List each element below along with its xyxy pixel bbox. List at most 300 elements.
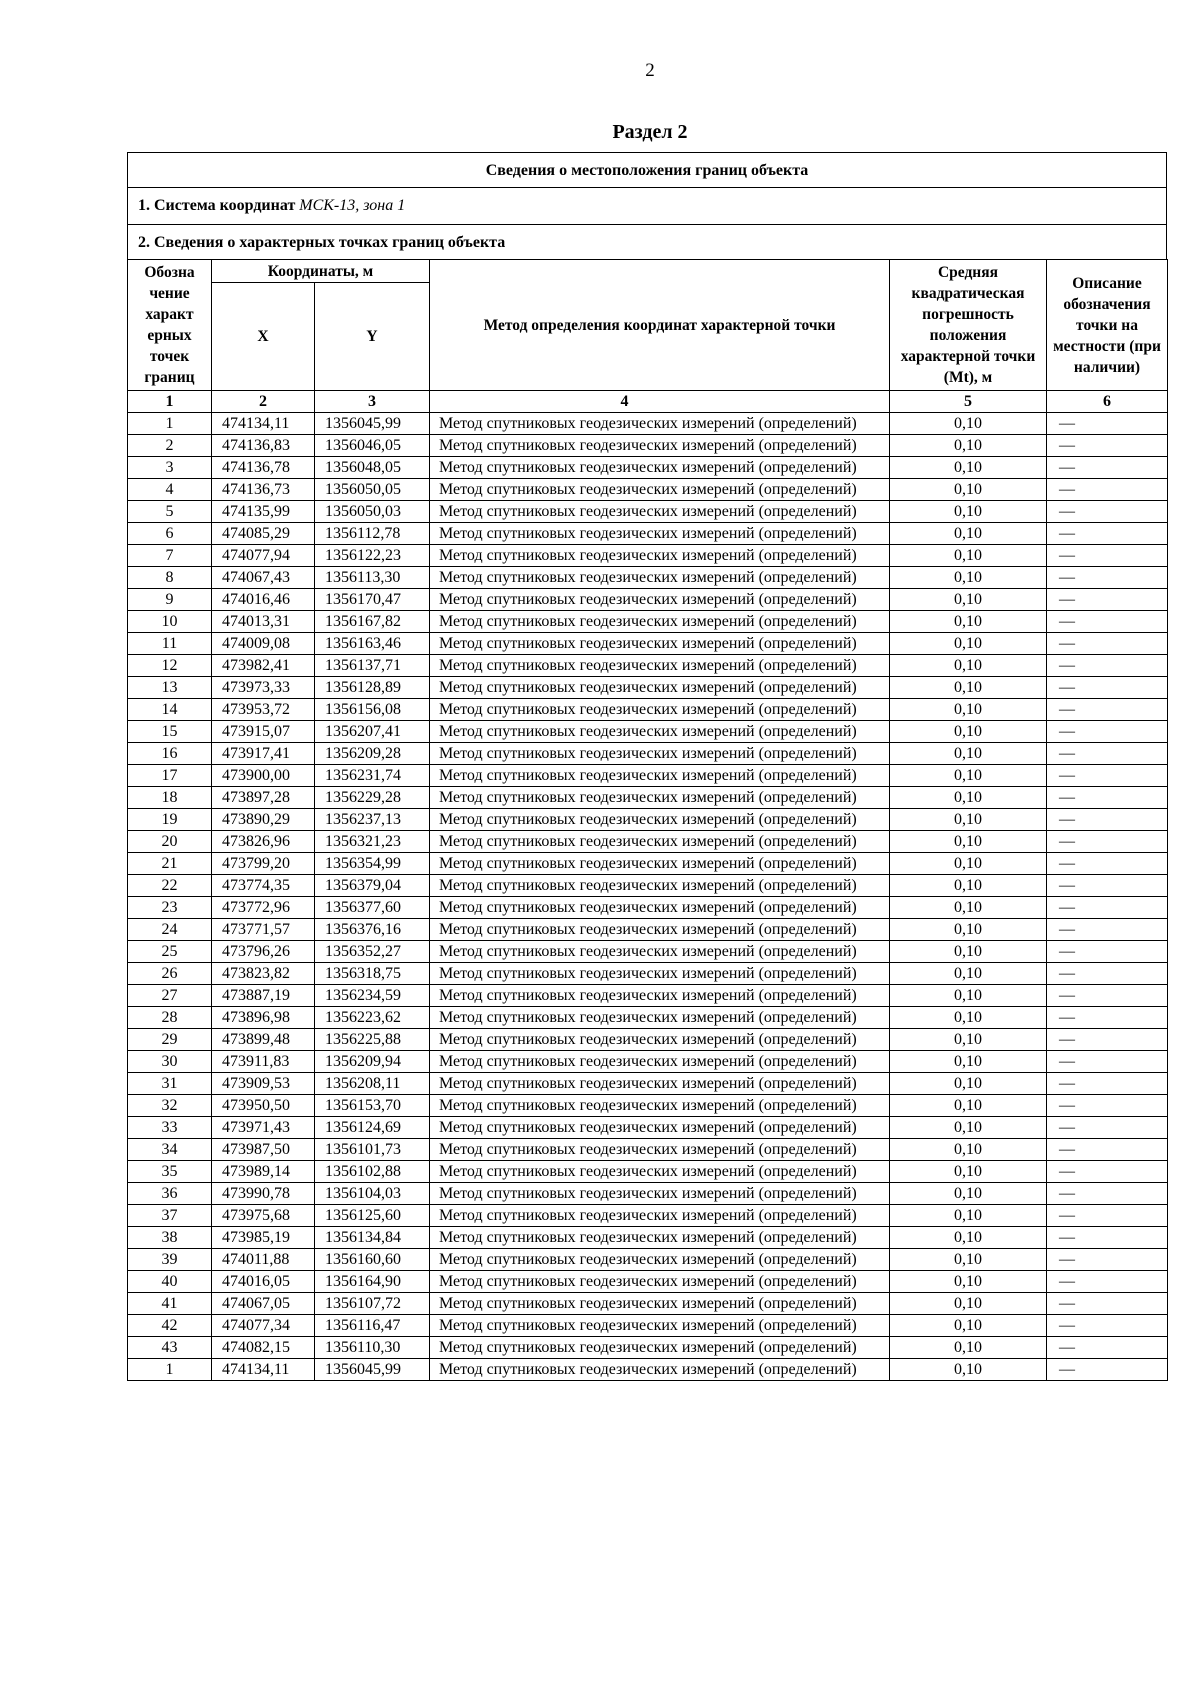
y-coordinate-cell: 1356153,70 bbox=[315, 1095, 430, 1117]
description-cell: — bbox=[1047, 523, 1168, 545]
y-coordinate-cell: 1356102,88 bbox=[315, 1161, 430, 1183]
table-row bbox=[128, 699, 1168, 721]
description-cell: — bbox=[1047, 765, 1168, 787]
error-cell: 0,10 bbox=[890, 765, 1047, 787]
x-coordinate-cell: 473890,29 bbox=[212, 809, 315, 831]
column-index: 1 bbox=[128, 391, 212, 413]
table-row bbox=[128, 501, 1168, 523]
block-title: Сведения о местоположения границ объекта bbox=[127, 152, 1167, 187]
table-row bbox=[128, 963, 1168, 985]
x-coordinate-cell: 474136,83 bbox=[212, 435, 315, 457]
description-cell: — bbox=[1047, 1117, 1168, 1139]
table-row bbox=[128, 809, 1168, 831]
x-coordinate-cell: 473987,50 bbox=[212, 1139, 315, 1161]
y-coordinate-cell: 1356046,05 bbox=[315, 435, 430, 457]
x-coordinate-cell: 474067,43 bbox=[212, 567, 315, 589]
x-coordinate-cell: 473887,19 bbox=[212, 985, 315, 1007]
method-cell: Метод спутниковых геодезических измерений (определений) bbox=[430, 1161, 890, 1183]
y-coordinate-cell: 1356229,28 bbox=[315, 787, 430, 809]
points-title: 2. Сведения о характерных точках границ объекта bbox=[138, 234, 506, 251]
y-coordinate-cell: 1356234,59 bbox=[315, 985, 430, 1007]
description-cell: — bbox=[1047, 1293, 1168, 1315]
method-cell: Метод спутниковых геодезических измерений (определений) bbox=[430, 699, 890, 721]
y-coordinate-cell: 1356223,62 bbox=[315, 1007, 430, 1029]
x-coordinate-cell: 473985,19 bbox=[212, 1227, 315, 1249]
error-cell: 0,10 bbox=[890, 831, 1047, 853]
header-x: X bbox=[212, 283, 315, 391]
error-cell: 0,10 bbox=[890, 1315, 1047, 1337]
point-id-cell: 10 bbox=[128, 611, 212, 633]
y-coordinate-cell: 1356318,75 bbox=[315, 963, 430, 985]
x-coordinate-cell: 473796,26 bbox=[212, 941, 315, 963]
method-cell: Метод спутниковых геодезических измерений (определений) bbox=[430, 633, 890, 655]
point-id-cell: 23 bbox=[128, 897, 212, 919]
error-cell: 0,10 bbox=[890, 721, 1047, 743]
description-cell: — bbox=[1047, 743, 1168, 765]
point-id-cell: 39 bbox=[128, 1249, 212, 1271]
description-cell: — bbox=[1047, 919, 1168, 941]
table-row bbox=[128, 1161, 1168, 1183]
x-coordinate-cell: 474134,11 bbox=[212, 413, 315, 435]
method-cell: Метод спутниковых геодезических измерений (определений) bbox=[430, 875, 890, 897]
x-coordinate-cell: 473989,14 bbox=[212, 1161, 315, 1183]
point-id-cell: 7 bbox=[128, 545, 212, 567]
column-index: 3 bbox=[315, 391, 430, 413]
point-id-cell: 19 bbox=[128, 809, 212, 831]
x-coordinate-cell: 473982,41 bbox=[212, 655, 315, 677]
x-coordinate-cell: 474016,05 bbox=[212, 1271, 315, 1293]
table-row bbox=[128, 1139, 1168, 1161]
method-cell: Метод спутниковых геодезических измерений (определений) bbox=[430, 963, 890, 985]
coordinate-system-value: МСК-13, зона 1 bbox=[299, 197, 406, 214]
x-coordinate-cell: 474077,34 bbox=[212, 1315, 315, 1337]
y-coordinate-cell: 1356379,04 bbox=[315, 875, 430, 897]
description-cell: — bbox=[1047, 677, 1168, 699]
point-id-cell: 32 bbox=[128, 1095, 212, 1117]
table-row bbox=[128, 523, 1168, 545]
y-coordinate-cell: 1356207,41 bbox=[315, 721, 430, 743]
column-index-row bbox=[128, 391, 1168, 413]
table-row bbox=[128, 1095, 1168, 1117]
x-coordinate-cell: 474136,78 bbox=[212, 457, 315, 479]
error-cell: 0,10 bbox=[890, 457, 1047, 479]
method-cell: Метод спутниковых геодезических измерений (определений) bbox=[430, 435, 890, 457]
x-coordinate-cell: 474016,46 bbox=[212, 589, 315, 611]
y-coordinate-cell: 1356112,78 bbox=[315, 523, 430, 545]
error-cell: 0,10 bbox=[890, 1227, 1047, 1249]
table-row bbox=[128, 831, 1168, 853]
point-id-cell: 26 bbox=[128, 963, 212, 985]
y-coordinate-cell: 1356352,27 bbox=[315, 941, 430, 963]
error-cell: 0,10 bbox=[890, 963, 1047, 985]
description-cell: — bbox=[1047, 1359, 1168, 1381]
y-coordinate-cell: 1356116,47 bbox=[315, 1315, 430, 1337]
table-row bbox=[128, 1293, 1168, 1315]
method-cell: Метод спутниковых геодезических измерений (определений) bbox=[430, 457, 890, 479]
table-row bbox=[128, 1205, 1168, 1227]
method-cell: Метод спутниковых геодезических измерений (определений) bbox=[430, 743, 890, 765]
method-cell: Метод спутниковых геодезических измерений (определений) bbox=[430, 1051, 890, 1073]
y-coordinate-cell: 1356231,74 bbox=[315, 765, 430, 787]
y-coordinate-cell: 1356110,30 bbox=[315, 1337, 430, 1359]
y-coordinate-cell: 1356122,23 bbox=[315, 545, 430, 567]
method-cell: Метод спутниковых геодезических измерений (определений) bbox=[430, 545, 890, 567]
point-id-cell: 15 bbox=[128, 721, 212, 743]
table-row bbox=[128, 457, 1168, 479]
point-id-cell: 42 bbox=[128, 1315, 212, 1337]
point-id-cell: 38 bbox=[128, 1227, 212, 1249]
table-row bbox=[128, 1249, 1168, 1271]
description-cell: — bbox=[1047, 1205, 1168, 1227]
header-method: Метод определения координат характерной точки bbox=[430, 260, 890, 391]
description-cell: — bbox=[1047, 1249, 1168, 1271]
x-coordinate-cell: 473900,00 bbox=[212, 765, 315, 787]
x-coordinate-cell: 473897,28 bbox=[212, 787, 315, 809]
error-cell: 0,10 bbox=[890, 1293, 1047, 1315]
point-id-cell: 11 bbox=[128, 633, 212, 655]
error-cell: 0,10 bbox=[890, 1161, 1047, 1183]
description-cell: — bbox=[1047, 1161, 1168, 1183]
table-row bbox=[128, 743, 1168, 765]
method-cell: Метод спутниковых геодезических измерений (определений) bbox=[430, 677, 890, 699]
y-coordinate-cell: 1356321,23 bbox=[315, 831, 430, 853]
error-cell: 0,10 bbox=[890, 919, 1047, 941]
description-cell: — bbox=[1047, 941, 1168, 963]
description-cell: — bbox=[1047, 809, 1168, 831]
method-cell: Метод спутниковых геодезических измерений (определений) bbox=[430, 523, 890, 545]
x-coordinate-cell: 474136,73 bbox=[212, 479, 315, 501]
error-cell: 0,10 bbox=[890, 1007, 1047, 1029]
error-cell: 0,10 bbox=[890, 1183, 1047, 1205]
table-row bbox=[128, 545, 1168, 567]
y-coordinate-cell: 1356104,03 bbox=[315, 1183, 430, 1205]
x-coordinate-cell: 473917,41 bbox=[212, 743, 315, 765]
point-id-cell: 34 bbox=[128, 1139, 212, 1161]
y-coordinate-cell: 1356209,94 bbox=[315, 1051, 430, 1073]
y-coordinate-cell: 1356170,47 bbox=[315, 589, 430, 611]
description-cell: — bbox=[1047, 1007, 1168, 1029]
point-id-cell: 2 bbox=[128, 435, 212, 457]
x-coordinate-cell: 473899,48 bbox=[212, 1029, 315, 1051]
coordinate-system-row bbox=[127, 187, 1167, 222]
error-cell: 0,10 bbox=[890, 853, 1047, 875]
description-cell: — bbox=[1047, 413, 1168, 435]
description-cell: — bbox=[1047, 501, 1168, 523]
method-cell: Метод спутниковых геодезических измерений (определений) bbox=[430, 1227, 890, 1249]
table-row bbox=[128, 1271, 1168, 1293]
table-row bbox=[128, 677, 1168, 699]
table-row bbox=[128, 897, 1168, 919]
point-id-cell: 24 bbox=[128, 919, 212, 941]
section-title: Раздел 2 bbox=[612, 121, 688, 143]
x-coordinate-cell: 473973,33 bbox=[212, 677, 315, 699]
error-cell: 0,10 bbox=[890, 1337, 1047, 1359]
y-coordinate-cell: 1356050,05 bbox=[315, 479, 430, 501]
method-cell: Метод спутниковых геодезических измерений (определений) bbox=[430, 1271, 890, 1293]
method-cell: Метод спутниковых геодезических измерений (определений) bbox=[430, 721, 890, 743]
table-row bbox=[128, 655, 1168, 677]
error-cell: 0,10 bbox=[890, 787, 1047, 809]
error-cell: 0,10 bbox=[890, 941, 1047, 963]
y-coordinate-cell: 1356134,84 bbox=[315, 1227, 430, 1249]
y-coordinate-cell: 1356354,99 bbox=[315, 853, 430, 875]
point-id-cell: 22 bbox=[128, 875, 212, 897]
description-cell: — bbox=[1047, 897, 1168, 919]
table-row bbox=[128, 435, 1168, 457]
y-coordinate-cell: 1356124,69 bbox=[315, 1117, 430, 1139]
method-cell: Метод спутниковых геодезических измерений (определений) bbox=[430, 1117, 890, 1139]
description-cell: — bbox=[1047, 1337, 1168, 1359]
table-row bbox=[128, 567, 1168, 589]
table-row bbox=[128, 1073, 1168, 1095]
point-id-cell: 30 bbox=[128, 1051, 212, 1073]
points-table-body bbox=[128, 413, 1168, 1381]
x-coordinate-cell: 473772,96 bbox=[212, 897, 315, 919]
table-row bbox=[128, 941, 1168, 963]
error-cell: 0,10 bbox=[890, 1139, 1047, 1161]
error-cell: 0,10 bbox=[890, 1051, 1047, 1073]
method-cell: Метод спутниковых геодезических измерений (определений) bbox=[430, 567, 890, 589]
point-id-cell: 43 bbox=[128, 1337, 212, 1359]
column-index: 2 bbox=[212, 391, 315, 413]
y-coordinate-cell: 1356045,99 bbox=[315, 1359, 430, 1381]
x-coordinate-cell: 473971,43 bbox=[212, 1117, 315, 1139]
method-cell: Метод спутниковых геодезических измерений (определений) bbox=[430, 1183, 890, 1205]
method-cell: Метод спутниковых геодезических измерений (определений) bbox=[430, 1073, 890, 1095]
page-number: 2 bbox=[645, 60, 655, 81]
description-cell: — bbox=[1047, 1183, 1168, 1205]
point-id-cell: 13 bbox=[128, 677, 212, 699]
header-description: Описание обозначения точки на местности (при наличии) bbox=[1047, 260, 1168, 391]
x-coordinate-cell: 474009,08 bbox=[212, 633, 315, 655]
x-coordinate-cell: 474013,31 bbox=[212, 611, 315, 633]
table-row bbox=[128, 611, 1168, 633]
description-cell: — bbox=[1047, 1271, 1168, 1293]
method-cell: Метод спутниковых геодезических измерений (определений) bbox=[430, 589, 890, 611]
x-coordinate-cell: 473896,98 bbox=[212, 1007, 315, 1029]
table-row bbox=[128, 1051, 1168, 1073]
x-coordinate-cell: 474011,88 bbox=[212, 1249, 315, 1271]
x-coordinate-cell: 473771,57 bbox=[212, 919, 315, 941]
point-id-cell: 1 bbox=[128, 1359, 212, 1381]
y-coordinate-cell: 1356237,13 bbox=[315, 809, 430, 831]
method-cell: Метод спутниковых геодезических измерений (определений) bbox=[430, 809, 890, 831]
y-coordinate-cell: 1356101,73 bbox=[315, 1139, 430, 1161]
x-coordinate-cell: 474134,11 bbox=[212, 1359, 315, 1381]
description-cell: — bbox=[1047, 963, 1168, 985]
y-coordinate-cell: 1356163,46 bbox=[315, 633, 430, 655]
x-coordinate-cell: 473799,20 bbox=[212, 853, 315, 875]
x-coordinate-cell: 473915,07 bbox=[212, 721, 315, 743]
x-coordinate-cell: 473975,68 bbox=[212, 1205, 315, 1227]
header-coords: Координаты, м bbox=[212, 260, 430, 283]
table-row bbox=[128, 589, 1168, 611]
error-cell: 0,10 bbox=[890, 1249, 1047, 1271]
boundary-info-frame bbox=[127, 152, 1167, 1381]
error-cell: 0,10 bbox=[890, 809, 1047, 831]
method-cell: Метод спутниковых геодезических измерений (определений) bbox=[430, 413, 890, 435]
error-cell: 0,10 bbox=[890, 545, 1047, 567]
point-id-cell: 28 bbox=[128, 1007, 212, 1029]
description-cell: — bbox=[1047, 787, 1168, 809]
points-table bbox=[127, 259, 1168, 1381]
point-id-cell: 6 bbox=[128, 523, 212, 545]
point-id-cell: 12 bbox=[128, 655, 212, 677]
table-row bbox=[128, 1227, 1168, 1249]
method-cell: Метод спутниковых геодезических измерений (определений) bbox=[430, 1315, 890, 1337]
description-cell: — bbox=[1047, 853, 1168, 875]
method-cell: Метод спутниковых геодезических измерений (определений) bbox=[430, 1293, 890, 1315]
description-cell: — bbox=[1047, 655, 1168, 677]
error-cell: 0,10 bbox=[890, 1095, 1047, 1117]
y-coordinate-cell: 1356128,89 bbox=[315, 677, 430, 699]
y-coordinate-cell: 1356048,05 bbox=[315, 457, 430, 479]
x-coordinate-cell: 473990,78 bbox=[212, 1183, 315, 1205]
description-cell: — bbox=[1047, 875, 1168, 897]
x-coordinate-cell: 473823,82 bbox=[212, 963, 315, 985]
table-row bbox=[128, 633, 1168, 655]
description-cell: — bbox=[1047, 567, 1168, 589]
point-id-cell: 31 bbox=[128, 1073, 212, 1095]
description-cell: — bbox=[1047, 435, 1168, 457]
description-cell: — bbox=[1047, 545, 1168, 567]
y-coordinate-cell: 1356167,82 bbox=[315, 611, 430, 633]
y-coordinate-cell: 1356377,60 bbox=[315, 897, 430, 919]
error-cell: 0,10 bbox=[890, 589, 1047, 611]
table-row bbox=[128, 721, 1168, 743]
error-cell: 0,10 bbox=[890, 985, 1047, 1007]
y-coordinate-cell: 1356225,88 bbox=[315, 1029, 430, 1051]
error-cell: 0,10 bbox=[890, 655, 1047, 677]
description-cell: — bbox=[1047, 1227, 1168, 1249]
error-cell: 0,10 bbox=[890, 413, 1047, 435]
x-coordinate-cell: 474077,94 bbox=[212, 545, 315, 567]
table-row bbox=[128, 479, 1168, 501]
error-cell: 0,10 bbox=[890, 1117, 1047, 1139]
description-cell: — bbox=[1047, 721, 1168, 743]
table-row bbox=[128, 1337, 1168, 1359]
table-row bbox=[128, 413, 1168, 435]
method-cell: Метод спутниковых геодезических измерений (определений) bbox=[430, 1007, 890, 1029]
point-id-cell: 29 bbox=[128, 1029, 212, 1051]
x-coordinate-cell: 473909,53 bbox=[212, 1073, 315, 1095]
error-cell: 0,10 bbox=[890, 699, 1047, 721]
point-id-cell: 27 bbox=[128, 985, 212, 1007]
description-cell: — bbox=[1047, 479, 1168, 501]
method-cell: Метод спутниковых геодезических измерений (определений) bbox=[430, 1139, 890, 1161]
description-cell: — bbox=[1047, 699, 1168, 721]
description-cell: — bbox=[1047, 831, 1168, 853]
point-id-cell: 41 bbox=[128, 1293, 212, 1315]
y-coordinate-cell: 1356164,90 bbox=[315, 1271, 430, 1293]
point-id-cell: 21 bbox=[128, 853, 212, 875]
method-cell: Метод спутниковых геодезических измерений (определений) bbox=[430, 1205, 890, 1227]
table-row bbox=[128, 1183, 1168, 1205]
error-cell: 0,10 bbox=[890, 677, 1047, 699]
point-id-cell: 3 bbox=[128, 457, 212, 479]
y-coordinate-cell: 1356107,72 bbox=[315, 1293, 430, 1315]
description-cell: — bbox=[1047, 457, 1168, 479]
error-cell: 0,10 bbox=[890, 523, 1047, 545]
error-cell: 0,10 bbox=[890, 743, 1047, 765]
method-cell: Метод спутниковых геодезических измерений (определений) bbox=[430, 765, 890, 787]
x-coordinate-cell: 474067,05 bbox=[212, 1293, 315, 1315]
x-coordinate-cell: 473950,50 bbox=[212, 1095, 315, 1117]
method-cell: Метод спутниковых геодезических измерений (определений) bbox=[430, 897, 890, 919]
x-coordinate-cell: 474135,99 bbox=[212, 501, 315, 523]
point-id-cell: 25 bbox=[128, 941, 212, 963]
header-point-id: Обозна чение характ ерных точек границ bbox=[128, 260, 212, 391]
x-coordinate-cell: 474085,29 bbox=[212, 523, 315, 545]
y-coordinate-cell: 1356156,08 bbox=[315, 699, 430, 721]
point-id-cell: 5 bbox=[128, 501, 212, 523]
description-cell: — bbox=[1047, 589, 1168, 611]
x-coordinate-cell: 473953,72 bbox=[212, 699, 315, 721]
table-row bbox=[128, 985, 1168, 1007]
table-row bbox=[128, 1315, 1168, 1337]
y-coordinate-cell: 1356160,60 bbox=[315, 1249, 430, 1271]
method-cell: Метод спутниковых геодезических измерений (определений) bbox=[430, 1359, 890, 1381]
table-row bbox=[128, 853, 1168, 875]
column-index: 5 bbox=[890, 391, 1047, 413]
method-cell: Метод спутниковых геодезических измерений (определений) bbox=[430, 1337, 890, 1359]
point-id-cell: 36 bbox=[128, 1183, 212, 1205]
error-cell: 0,10 bbox=[890, 501, 1047, 523]
x-coordinate-cell: 473774,35 bbox=[212, 875, 315, 897]
column-index: 4 bbox=[430, 391, 890, 413]
point-id-cell: 8 bbox=[128, 567, 212, 589]
error-cell: 0,10 bbox=[890, 1073, 1047, 1095]
description-cell: — bbox=[1047, 1139, 1168, 1161]
y-coordinate-cell: 1356125,60 bbox=[315, 1205, 430, 1227]
points-title-row bbox=[127, 224, 1167, 259]
error-cell: 0,10 bbox=[890, 1029, 1047, 1051]
error-cell: 0,10 bbox=[890, 1205, 1047, 1227]
header-y: Y bbox=[315, 283, 430, 391]
y-coordinate-cell: 1356113,30 bbox=[315, 567, 430, 589]
method-cell: Метод спутниковых геодезических измерений (определений) bbox=[430, 941, 890, 963]
method-cell: Метод спутниковых геодезических измерений (определений) bbox=[430, 787, 890, 809]
x-coordinate-cell: 473826,96 bbox=[212, 831, 315, 853]
description-cell: — bbox=[1047, 1051, 1168, 1073]
y-coordinate-cell: 1356209,28 bbox=[315, 743, 430, 765]
error-cell: 0,10 bbox=[890, 1359, 1047, 1381]
method-cell: Метод спутниковых геодезических измерений (определений) bbox=[430, 1095, 890, 1117]
table-row bbox=[128, 787, 1168, 809]
method-cell: Метод спутниковых геодезических измерений (определений) bbox=[430, 919, 890, 941]
method-cell: Метод спутниковых геодезических измерений (определений) bbox=[430, 479, 890, 501]
method-cell: Метод спутниковых геодезических измерений (определений) bbox=[430, 655, 890, 677]
method-cell: Метод спутниковых геодезических измерений (определений) bbox=[430, 611, 890, 633]
error-cell: 0,10 bbox=[890, 479, 1047, 501]
y-coordinate-cell: 1356050,03 bbox=[315, 501, 430, 523]
x-coordinate-cell: 474082,15 bbox=[212, 1337, 315, 1359]
error-cell: 0,10 bbox=[890, 897, 1047, 919]
y-coordinate-cell: 1356137,71 bbox=[315, 655, 430, 677]
table-row bbox=[128, 1117, 1168, 1139]
point-id-cell: 14 bbox=[128, 699, 212, 721]
y-coordinate-cell: 1356208,11 bbox=[315, 1073, 430, 1095]
x-coordinate-cell: 473911,83 bbox=[212, 1051, 315, 1073]
table-row bbox=[128, 1359, 1168, 1381]
description-cell: — bbox=[1047, 1073, 1168, 1095]
point-id-cell: 20 bbox=[128, 831, 212, 853]
method-cell: Метод спутниковых геодезических измерений (определений) bbox=[430, 501, 890, 523]
header-error: Средняя квадратическая погрешность положения характерной точки (Mt), м bbox=[890, 260, 1047, 391]
point-id-cell: 4 bbox=[128, 479, 212, 501]
error-cell: 0,10 bbox=[890, 875, 1047, 897]
description-cell: — bbox=[1047, 633, 1168, 655]
